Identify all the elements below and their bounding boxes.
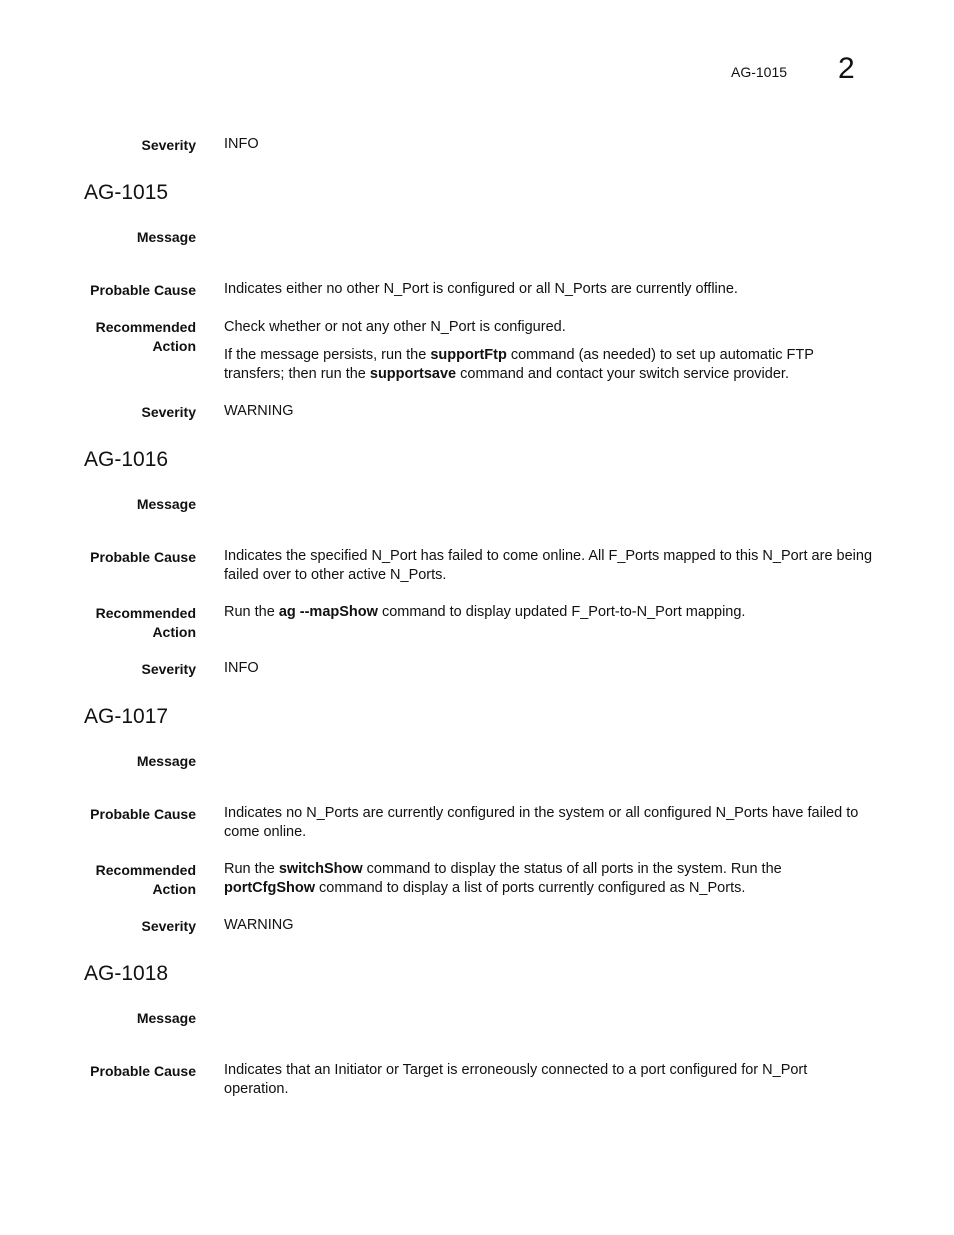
message-label: Message [136, 753, 196, 769]
action-text: If the message persists, run the [224, 347, 431, 363]
message-label: Message [136, 1010, 196, 1026]
recommended-label-line1: Recommended [95, 862, 196, 878]
message-heading: AG-1017 [84, 705, 169, 728]
message-label: Message [136, 496, 196, 512]
action-text: command to display a list of ports currently configured as N_Ports. [315, 880, 746, 896]
action-paragraph: Check whether or not any other N_Port is configured. [224, 319, 566, 335]
severity-label: Severity [141, 918, 196, 934]
probable-cause-text: Indicates no N_Ports are currently configured in the system or all configured N_Ports have failed to come online. [224, 805, 859, 840]
command-name: ag --mapShow [278, 604, 378, 620]
probable-cause-label: Probable Cause [90, 1063, 196, 1079]
command-name: switchShow [278, 861, 363, 877]
message-heading: AG-1016 [84, 448, 169, 471]
chapter-number: 2 [838, 52, 855, 85]
probable-cause-text: Indicates the specified N_Port has failed to come online. All F_Ports mapped to this N_Port are being failed over to other active N_Ports. [224, 548, 873, 583]
running-header-ref: AG-1015 [731, 64, 788, 80]
message-label: Message [136, 229, 196, 245]
severity-value: WARNING [224, 917, 294, 933]
severity-label: Severity [141, 404, 196, 420]
probable-cause-label: Probable Cause [90, 549, 196, 565]
recommended-label-line2: Action [152, 881, 196, 897]
severity-label: Severity [141, 661, 196, 677]
recommended-label-line2: Action [152, 624, 196, 640]
recommended-action-label [0, 861, 196, 899]
probable-cause-text: Indicates that an Initiator or Target is erroneously connected to a port configured for N_Port operation. [224, 1062, 808, 1097]
message-heading: AG-1015 [84, 181, 169, 204]
recommended-action-text [224, 860, 874, 898]
severity-value: INFO [224, 660, 259, 676]
recommended-label-line2: Action [152, 338, 196, 354]
recommended-label-line1: Recommended [95, 319, 196, 335]
severity-value: INFO [224, 136, 259, 152]
probable-cause-label: Probable Cause [90, 282, 196, 298]
recommended-label-line1: Recommended [95, 605, 196, 621]
action-text: Run the [224, 861, 279, 877]
recommended-action-label [0, 318, 196, 356]
command-name: supportFtp [430, 347, 507, 363]
recommended-action-text [224, 318, 874, 384]
action-paragraph [224, 346, 874, 384]
action-text: command and contact your switch service provider. [456, 366, 789, 382]
severity-value: WARNING [224, 403, 294, 419]
action-text: Run the [224, 604, 279, 620]
probable-cause-text: Indicates either no other N_Port is configured or all N_Ports are currently offline. [224, 281, 738, 297]
action-text: command (as needed) to set up automatic FTP transfers; then run the [224, 347, 814, 382]
message-heading: AG-1018 [84, 962, 169, 985]
recommended-action-text [224, 603, 874, 622]
command-name: portCfgShow [224, 880, 316, 896]
recommended-action-label [0, 604, 196, 642]
action-text: command to display updated F_Port-to-N_Port mapping. [377, 604, 746, 620]
severity-label: Severity [141, 137, 196, 153]
action-text: command to display the status of all ports in the system. Run the [362, 861, 782, 877]
probable-cause-label: Probable Cause [90, 806, 196, 822]
command-name: supportsave [369, 366, 457, 382]
